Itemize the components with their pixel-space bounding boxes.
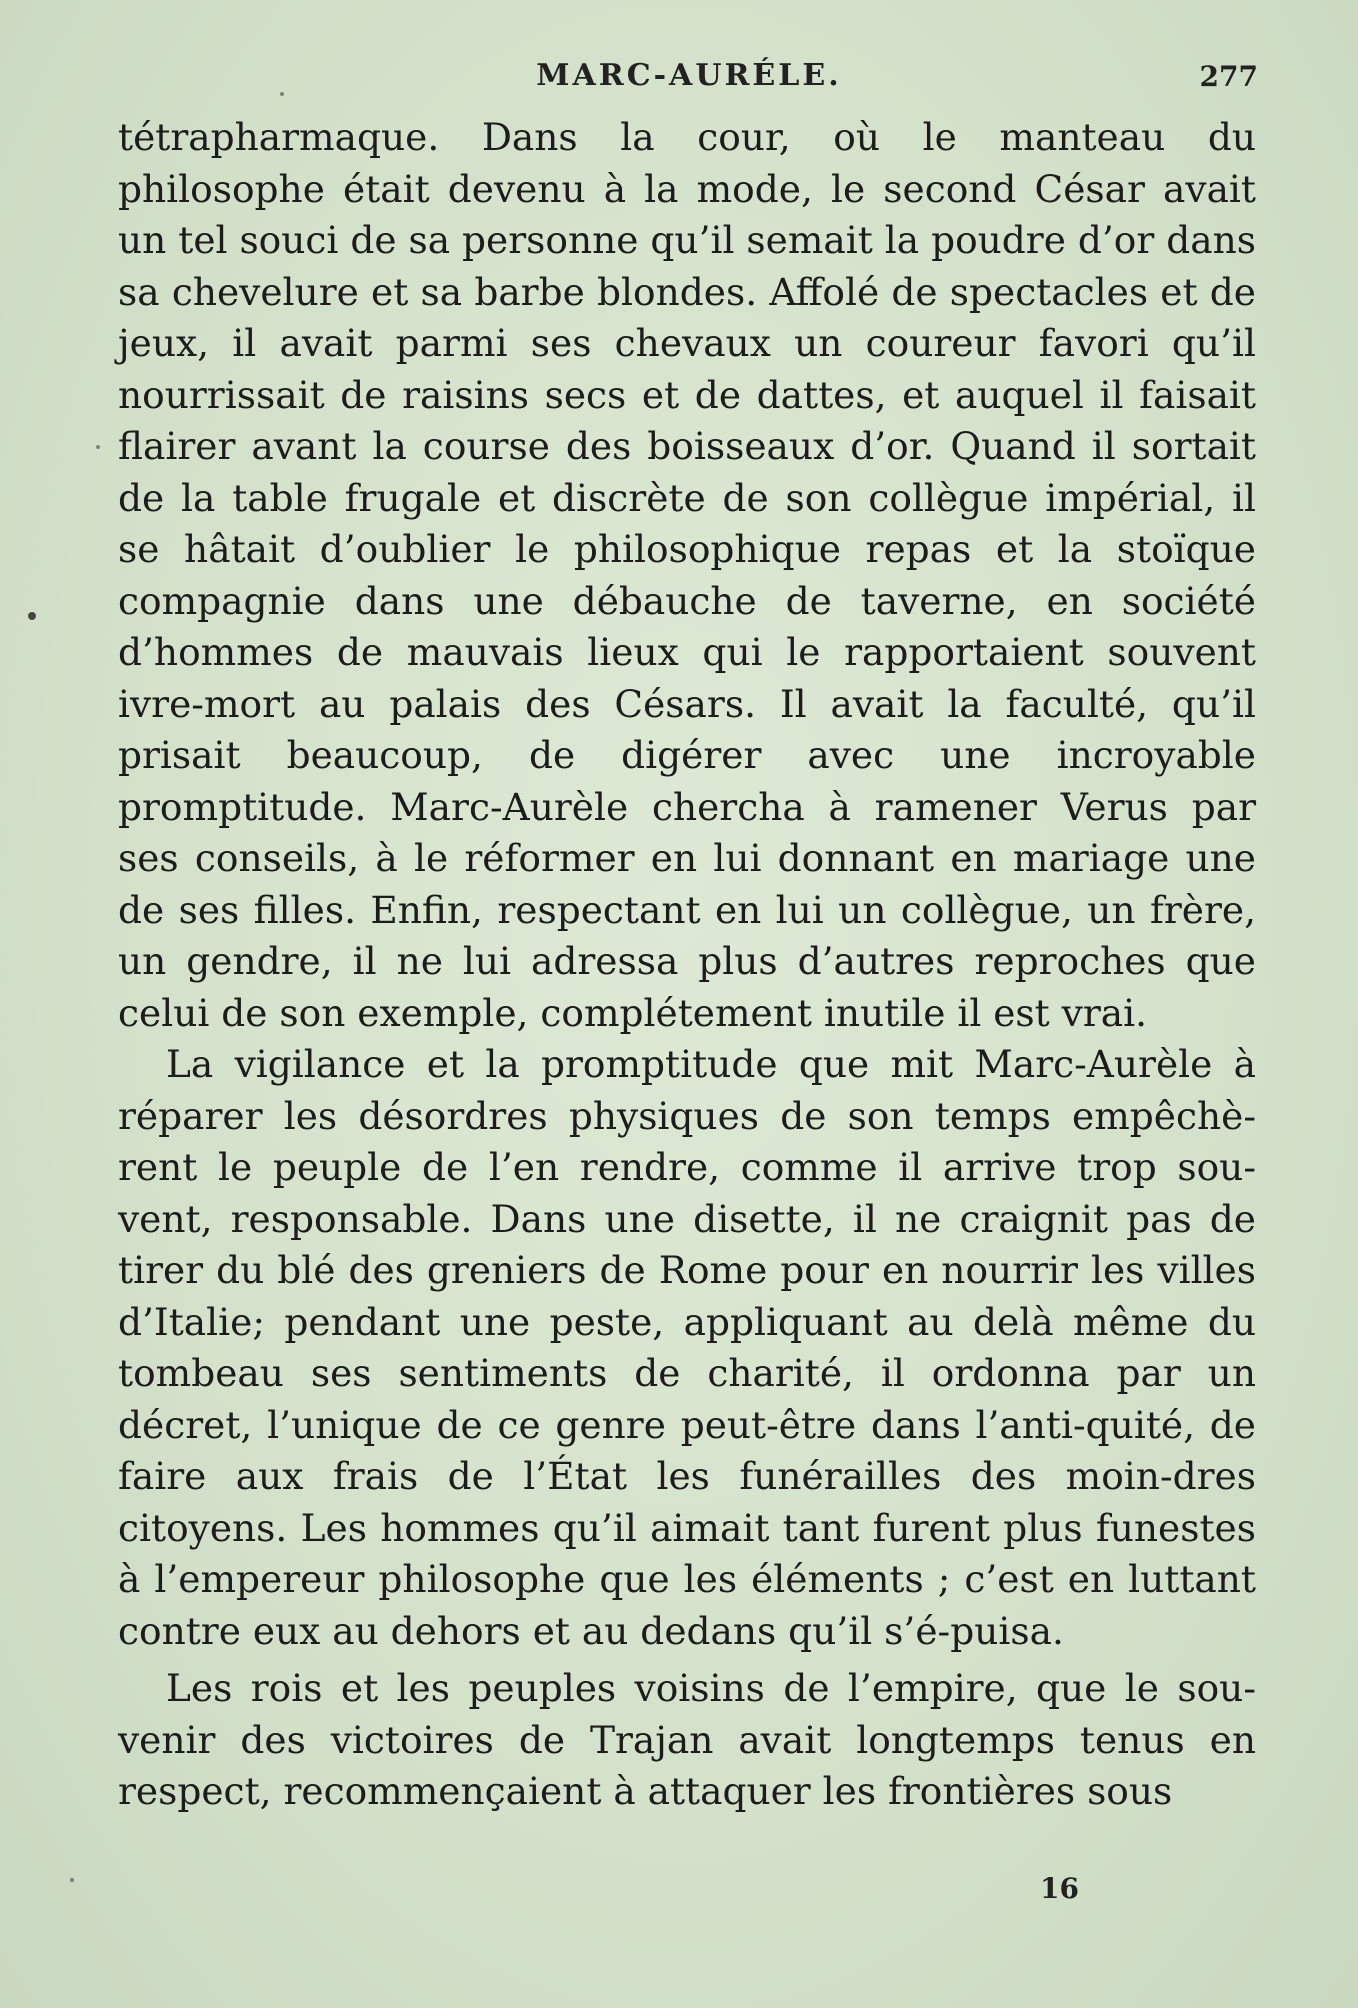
page-header xyxy=(120,52,1258,102)
ink-speck xyxy=(280,92,284,96)
running-title: MARC-AURÉLE. xyxy=(536,58,842,93)
paragraph-1: tétrapharmaque. Dans la cour, où le manteau du philosophe était devenu à la mode, le second César avait un tel souci de sa personne qu’il semait la poudre d’or dans sa chevelure et sa barbe blondes. Affolé de spectacles et de jeux, il avait parmi ses chevaux un coureur favori qu’il nourrissait de raisins secs et de dattes, et auquel il faisait flairer avant la course des boisseaux d’or. Quand il sortait de la table frugale et discrète de son collègue impérial, il se hâtait d’oublier le philosophique repas et la stoïque compagnie dans une débauche de taverne, en société d’hommes de mauvais lieux qui le rapportaient souvent ivre-mort au palais des Césars. Il avait la faculté, qu’il prisait beaucoup, de digérer avec une incroyable promptitude. Marc-Aurèle chercha à ramener Verus par ses conseils, à le réformer en lui donnant en mariage une de ses filles. Enfin, respectant en lui un collègue, un frère, un gendre, il ne lui adressa plus d’autres reproches que celui de son exemple, complétement inutile il est vrai. xyxy=(118,115,1256,1035)
paragraph-3: Les rois et les peuples voisins de l’empire, que le sou-venir des victoires de Trajan avait longtemps tenus en respect, recommençaient à attaquer les frontières sous xyxy=(118,1666,1256,1813)
ink-speck xyxy=(96,445,100,449)
page-number: 277 xyxy=(1199,60,1258,93)
paragraph-2: La vigilance et la promptitude que mit Marc-Aurèle à réparer les désordres physiques de son temps empêchè-rent le peuple de l’en rendre, comme il arrive trop sou-vent, responsable. Dans une disette, il ne craignit pas de tirer du blé des greniers de Rome pour en nourrir les villes d’Italie; pendant une peste, appliquant au delà même du tombeau ses sentiments de charité, il ordonna par un décret, l’unique de ce genre peut-être dans l’anti-quité, de faire aux frais de l’État les funérailles des moin-dres citoyens. Les hommes qu’il aimait tant furent plus funestes à l’empereur philosophe que les éléments ; c’est en luttant contre eux au dehors et au dedans qu’il s’é-puisa. xyxy=(118,1042,1256,1653)
body-text xyxy=(118,112,1256,1818)
signature-mark: 16 xyxy=(1040,1872,1079,1905)
ink-speck xyxy=(28,612,36,620)
ink-speck xyxy=(70,1878,74,1882)
